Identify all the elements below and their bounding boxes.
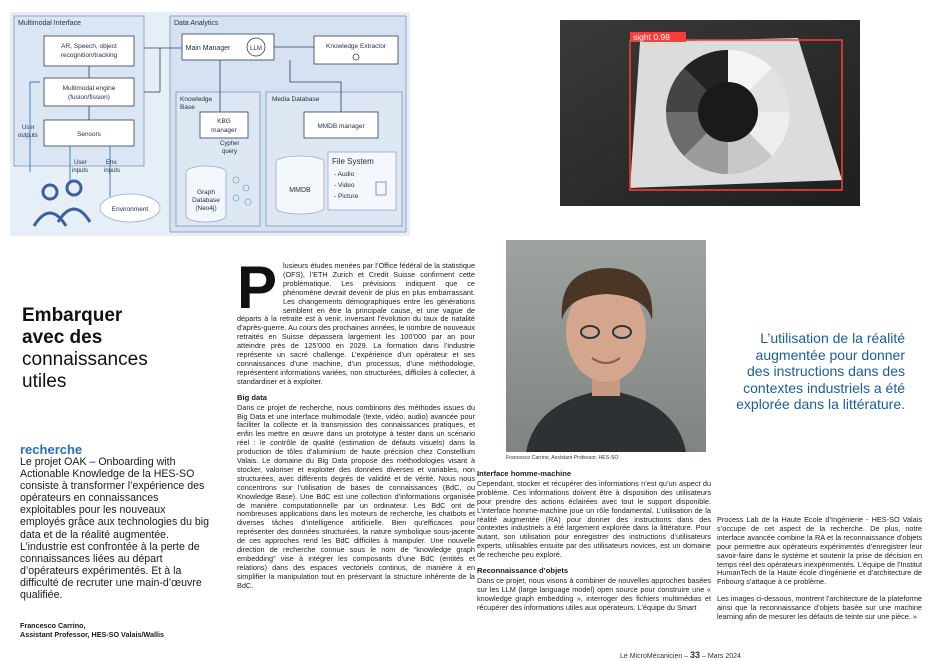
paragraph-recognition: Dans ce projet, nous visons à combiner de nouvelles approches basées sur les LLM (large language model) open source pour construire une « knowledge graph embedding », interroger des fichiers multimédias et récupérer des informations utiles aux opérateurs. L’équipe du Smart [477, 575, 711, 612]
architecture-diagram [10, 12, 410, 236]
article-title [22, 305, 197, 393]
pull-quote: L’utilisation de la réalité augmentée pour donner des instructions dans des contextes industriels a été explorée dans la littérature. [736, 330, 905, 412]
section-kicker: recherche [20, 442, 83, 457]
graph-database-icon [186, 166, 226, 222]
intro-paragraph: Le projet OAK – Onboarding with Actionable Knowledge de la HES-SO consiste à transformer l’expérience des opérateurs en connaissances exploitables pour les nouveaux employés grâce aux technologies du big data et de la réalité augmentée. L’industrie est confrontée à la perte de connaissances liées au départ d’opérateurs expérimentés. Et à la difficulté de recruter une main-d’œuvre qualifiée. [20, 456, 210, 602]
svg-text:MMDB manager: MMDB manager [317, 123, 365, 130]
subhead-recognition: Reconnaissance d’objets [477, 566, 569, 576]
title-line-3: connaissances [22, 349, 148, 370]
svg-text:recognition/tracking: recognition/tracking [60, 52, 118, 59]
paragraph-images: Les images ci-dessous, montrent l’architecture de la plateforme ainsi que la reconnaissance d’objets basée sur une machine learning afin de mesurer les défauts de teinte sur une pièce. » [717, 594, 922, 622]
svg-text:(Neo4j): (Neo4j) [195, 205, 217, 212]
engine-box [44, 78, 134, 106]
svg-text:Multimodal engine: Multimodal engine [62, 85, 116, 92]
body-column-4 [717, 516, 922, 622]
kbg-manager-box [200, 112, 248, 138]
author-role: Assistant Professor, HES-SO Valais/Wallis [20, 629, 164, 639]
svg-text:Knowledge: Knowledge [180, 96, 213, 103]
author-credit [20, 622, 210, 639]
svg-text:query: query [222, 149, 238, 155]
svg-text:Media Database: Media Database [272, 96, 320, 103]
portrait-photo [506, 240, 706, 452]
paragraph-interface: Cependant, stocker et récupérer des informations n’est qu’un aspect du problème. Ces informations doivent être à disposition des utilisateurs pour prendre des actions éclairées avec tout le support disponible. L’interface homme-machine joue un rôle fondamental. L’utilisation de la réalité augmentée (RA) pour donner des instructions dans des contextes industriels a été largement explorée dans la littérature. Pour autant, son utilisation pour enregistrer des instructions d’utilisateurs experts, utilisables ensuite par des utilisateurs novices, est un domaine de recherche peu exploré. [477, 478, 711, 560]
subhead-big-data: Big data [237, 392, 267, 402]
multimodal-interface-title: Multimodal Interface [18, 20, 82, 27]
svg-text:Base: Base [180, 104, 195, 111]
svg-text:- Video: - Video [334, 182, 355, 189]
page-footer [620, 650, 741, 660]
paragraph-intro: lusieurs études menées par l’Office fédéral de la statistique (OFS), l’ETH Zurich et Credit Suisse confirment cette problématique. Les prévisions indiquent que ce phénomène devrait devenir de plus en plus embarrassant. Les changements démographiques entre les générations semblent en être la principale cause, et une vague de départs à la retraite est à venir, inversant l’évolution du taux de natalité d’après-guerre. Au cours des prochaines années, le nombre de nouveaux retraités en Suisse dépassera largement les 100’000 par an pour atteindre près de 125’000 en 2029. La formation dans l’industrie représente un sacré challenge. L’expérience d’un opérateur et ses connaissances d’une machine, d’un processus, d’une méthodologie, représentent informations variées, non structurées, difficiles à collecter, à standardiser et à exploiter. [237, 261, 475, 386]
environment-cloud-icon [100, 194, 160, 222]
paragraph-big-data: Dans ce projet de recherche, nous combinons des méthodes issues du Big Data et une interface multimodale (texte, vidéo, audio) avancée pour faciliter la collecte et la transmission des connaissances pratiques, et enfin les mettre en œuvre dans un prototype à tester dans un scénario réel : le contrôle de qualité (estimation de défauts visuels) dans la production de tôles d’aluminium de haute précision chez Constellium Valais. Le domaine du Big Data propose des méthodologies visant à stocker, valoriser et exploiter des données diverses et variables, non structurées, avec différents degrés de validité et de vérité. Nous nous concentrons sur l’utilisation de bases de connaissances (BdC, ou Knowledge Base). Une BdC est une collection d’informations organisée de manière computationnelle par un ordinateur. Les BdC ont de nombreuses applications dans les moteurs de recherche, les chatbots et diverses tâches d’intelligence artificielle. Bien qu’efficaces pour représenter des données structurées, la nature symbolique sous-jacente de ces approches rend les BdC difficiles à manipuler. Une nouvelle direction de recherche connue sous le nom de “knowledge graph embedding” vise à intégrer les composants d’une BdC (entités et relations) dans des espaces vectoriels continus, de manière à en simplifier la manipulation tout en préservant la structure inhérente de la BdC. [237, 402, 475, 590]
svg-text:Knowledge Extractor: Knowledge Extractor [326, 43, 386, 50]
svg-text:MMDB: MMDB [289, 187, 311, 194]
svg-text:Sensors: Sensors [77, 131, 101, 138]
svg-text:inputs: inputs [104, 168, 121, 174]
subhead-interface: Interface homme-machine [477, 469, 572, 478]
title-line-1: Embarquer [22, 305, 123, 326]
author-name: Francesco Carrino, [20, 621, 86, 630]
svg-text:Database: Database [192, 197, 220, 204]
paragraph-process-lab: Process Lab de la Haute Ecole d’Ingénierie - HES-SO Valais s’occupe de cet aspect de la recherche. De plus, notre interface avancée combine la RA et la reconnaissance d’objets pour permettre aux opérateurs expérimentés d’enregistrer leur savoir-faire dans le système et soutenir la prise de décision en temps réel des opérateurs inexpérimentés. L’équipe de l’Institut HumanTech de la Haute école d’ingénierie et d’architecture de Fribourg s’attaque à ce problème. [717, 515, 922, 587]
detection-label: sight 0.98 [633, 32, 670, 42]
title-line-4: utiles [22, 371, 67, 392]
svg-text:Environment: Environment [111, 206, 149, 213]
svg-text:LLM: LLM [250, 46, 262, 52]
svg-text:manager: manager [211, 127, 237, 134]
svg-text:- Audio: - Audio [334, 171, 355, 178]
magazine-name: Le MicroMécanicien – [620, 653, 689, 660]
svg-text:User: User [74, 160, 87, 166]
body-column-3 [477, 470, 711, 613]
svg-text:outputs: outputs [18, 133, 38, 139]
page-number: 33 [690, 650, 701, 660]
body-column-2 [237, 254, 475, 591]
svg-text:User: User [22, 125, 35, 131]
svg-text:KBG: KBG [217, 118, 231, 125]
photo-caption: Francesco Carrino, Assistant Professor, HES-SO [506, 455, 619, 461]
svg-text:- Picture: - Picture [334, 193, 359, 200]
svg-text:File System: File System [332, 157, 374, 166]
mmdb-cylinder-icon [276, 156, 324, 214]
svg-text:inputs: inputs [72, 168, 89, 174]
svg-text:Cypher: Cypher [220, 141, 240, 147]
svg-text:Graph: Graph [196, 189, 216, 196]
drop-cap: P [237, 254, 278, 321]
data-analytics-title: Data Analytics [174, 20, 219, 27]
svg-text:(fusion/fission): (fusion/fission) [68, 94, 110, 101]
issue-date: – Mars 2024 [702, 653, 741, 660]
ar-object-recognition-image [560, 20, 860, 206]
title-line-2: avec des [22, 327, 103, 348]
svg-text:Env.: Env. [106, 160, 118, 166]
svg-text:AR, Speech, object: AR, Speech, object [61, 43, 117, 50]
ar-box [44, 36, 134, 66]
svg-text:Main Manager: Main Manager [185, 45, 231, 52]
